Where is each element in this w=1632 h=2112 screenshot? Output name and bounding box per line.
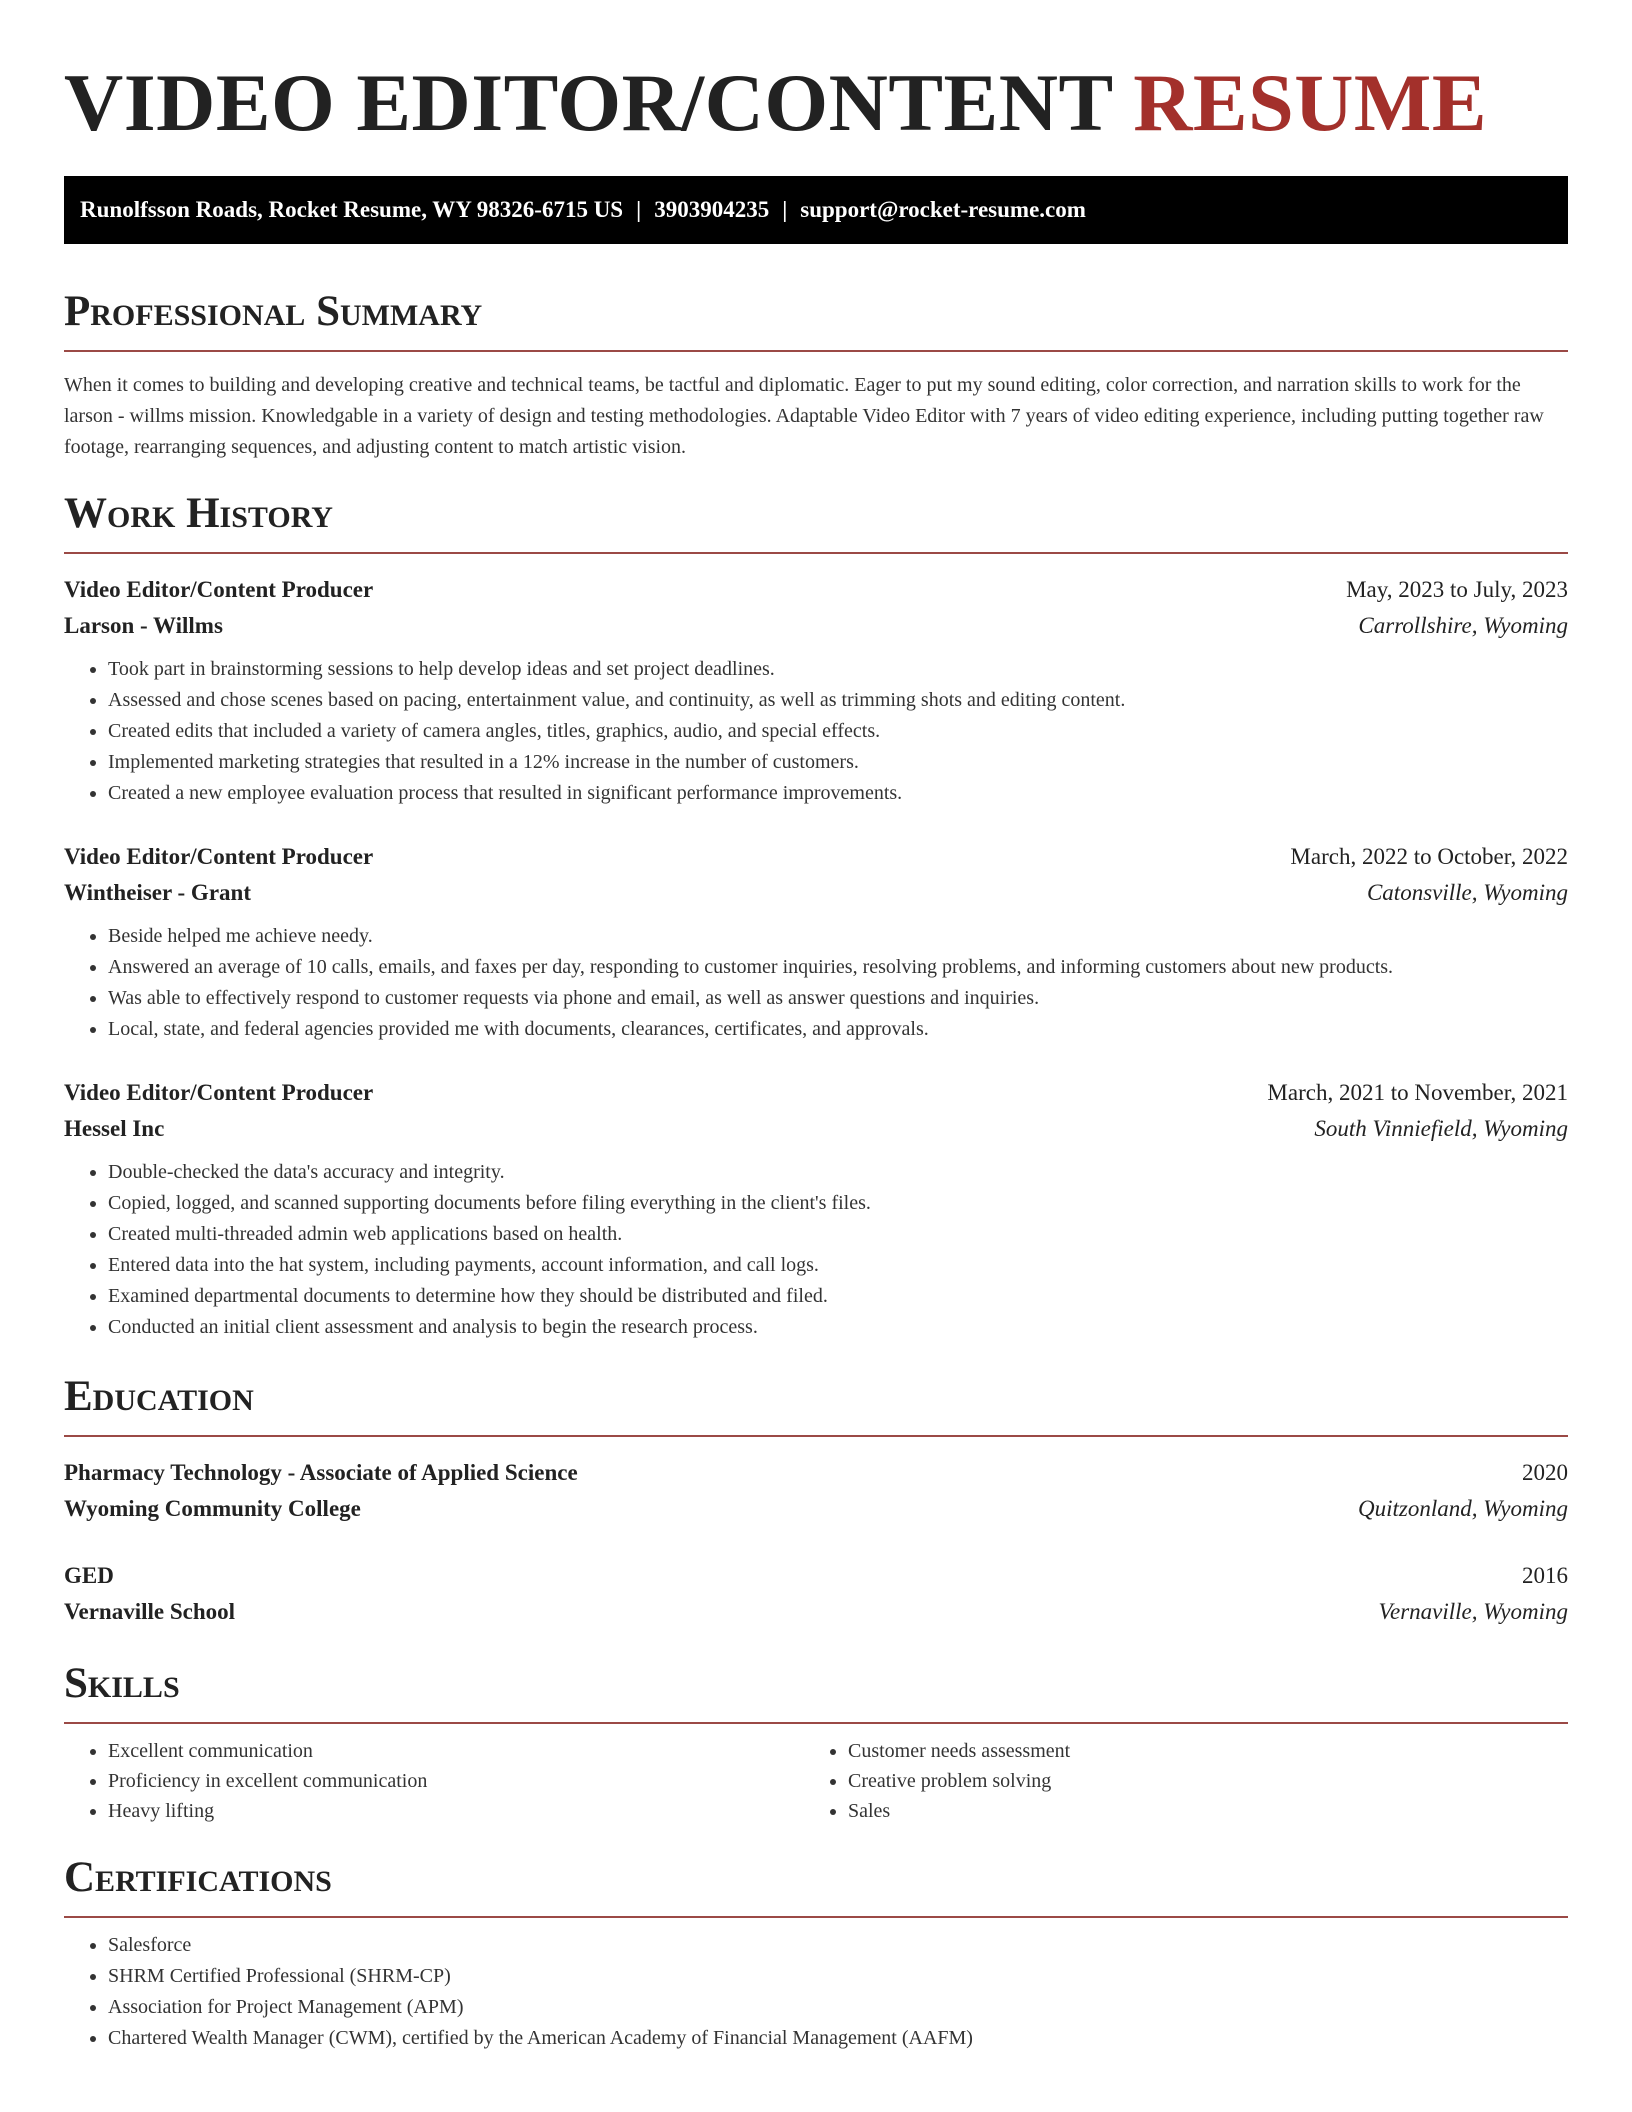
job-header-row (64, 572, 1568, 608)
job-company-row (64, 1111, 1568, 1147)
skill-item: • Creative problem solving (848, 1766, 1544, 1796)
contact-separator: | (636, 197, 642, 222)
job-bullet: • Answered an average of 10 calls, emails, and faxes per day, responding to customer inquiries, resolving problems, and informing customers about new products. (108, 952, 1568, 983)
contact-address: Runolfsson Roads, Rocket Resume, WY 98326-6715 US (80, 197, 624, 222)
education-entry (64, 1455, 1568, 1527)
job-title: Video Editor/Content Producer (64, 1080, 374, 1105)
section-heading-certifications: Certifications (64, 1854, 1568, 1918)
certification-item: • SHRM Certified Professional (SHRM-CP) (108, 1961, 1568, 1992)
education-school-row (64, 1491, 1568, 1527)
skills-column-left (64, 1736, 804, 1826)
job-bullets (64, 654, 1568, 809)
job-bullet: • Local, state, and federal agencies provided me with documents, clearances, certificates, and approvals. (108, 1014, 1568, 1045)
resume-title (64, 57, 1568, 148)
contact-email: support@rocket-resume.com (800, 197, 1086, 222)
job-header-row (64, 839, 1568, 875)
certification-item: • Association for Project Management (APM) (108, 1992, 1568, 2023)
certifications-list (64, 1930, 1568, 2054)
education-school-row (64, 1594, 1568, 1630)
section-heading-summary: Professional Summary (64, 288, 1568, 352)
job-bullets (64, 921, 1568, 1045)
skill-item: • Proficiency in excellent communication (108, 1766, 804, 1796)
job-location: Carrollshire, Wyoming (1358, 613, 1568, 638)
job-company: Hessel Inc (64, 1116, 165, 1141)
job-bullet: • Assessed and chose scenes based on pacing, entertainment value, and continuity, as well as trimming shots and editing content. (108, 685, 1568, 716)
skills-column-right (804, 1736, 1544, 1826)
job-bullet: • Created multi-threaded admin web applications based on health. (108, 1219, 1568, 1250)
skill-item: • Heavy lifting (108, 1796, 804, 1826)
certification-item: • Chartered Wealth Manager (CWM), certified by the American Academy of Financial Management (AAFM) (108, 2023, 1568, 2054)
education-degree: GED (64, 1563, 114, 1588)
title-main: VIDEO EDITOR/CONTENT (64, 57, 1113, 148)
skills-grid (64, 1736, 1568, 1826)
job-bullet: • Entered data into the hat system, including payments, account information, and call logs. (108, 1250, 1568, 1281)
job-company-row (64, 875, 1568, 911)
summary-text: When it comes to building and developing creative and technical teams, be tactful and diplomatic. Eager to put my sound editing, color correction, and narration skills to work for the larson - willms mission. Knowledgable in a variety of design and testing methodologies. Adaptable Video Editor with 7 years of video editing experience, including putting together raw footage, rearranging sequences, and adjusting content to match artistic vision. (64, 374, 1544, 458)
education-degree-row (64, 1558, 1568, 1594)
section-heading-work-history: Work History (64, 490, 1568, 554)
education-degree-row (64, 1455, 1568, 1491)
job-title: Video Editor/Content Producer (64, 577, 374, 602)
job-bullet: • Examined departmental documents to determine how they should be distributed and filed. (108, 1281, 1568, 1312)
certification-item: • Salesforce (108, 1930, 1568, 1961)
job-bullet: • Copied, logged, and scanned supporting documents before filing everything in the client's files. (108, 1188, 1568, 1219)
job-dates: March, 2022 to October, 2022 (1290, 844, 1568, 869)
education-location: Quitzonland, Wyoming (1358, 1496, 1568, 1521)
contact-phone: 3903904235 (654, 197, 770, 222)
skill-item: • Excellent communication (108, 1736, 804, 1766)
job-location: Catonsville, Wyoming (1366, 880, 1568, 905)
section-heading-skills: Skills (64, 1660, 1568, 1724)
education-school: Vernaville School (64, 1599, 236, 1624)
education-degree: Pharmacy Technology - Associate of Applied Science (64, 1460, 578, 1485)
job-bullet: • Took part in brainstorming sessions to help develop ideas and set project deadlines. (108, 654, 1568, 685)
job-bullet: • Implemented marketing strategies that resulted in a 12% increase in the number of customers. (108, 747, 1568, 778)
job-company-row (64, 608, 1568, 644)
skill-item: • Customer needs assessment (848, 1736, 1544, 1766)
job-dates: May, 2023 to July, 2023 (1346, 577, 1568, 602)
resume-page (64, 0, 1568, 2054)
job-company: Larson - Willms (64, 613, 223, 638)
job-location: South Vinniefield, Wyoming (1314, 1116, 1568, 1141)
job-bullet: • Created edits that included a variety of camera angles, titles, graphics, audio, and special effects. (108, 716, 1568, 747)
skill-item: • Sales (848, 1796, 1544, 1826)
job-dates: March, 2021 to November, 2021 (1267, 1080, 1568, 1105)
title-accent: RESUME (1133, 57, 1488, 148)
job-bullets (64, 1157, 1568, 1343)
contact-separator: | (782, 197, 788, 222)
education-entry (64, 1558, 1568, 1630)
job-bullet: • Created a new employee evaluation process that resulted in significant performance improvements. (108, 778, 1568, 809)
education-year: 2020 (1522, 1460, 1568, 1485)
job-company: Wintheiser - Grant (64, 880, 251, 905)
job-bullet: • Conducted an initial client assessment and analysis to begin the research process. (108, 1312, 1568, 1343)
job-entry (64, 839, 1568, 1045)
job-bullet: • Beside helped me achieve needy. (108, 921, 1568, 952)
job-title: Video Editor/Content Producer (64, 844, 374, 869)
job-header-row (64, 1075, 1568, 1111)
job-bullet: • Double-checked the data's accuracy and integrity. (108, 1157, 1568, 1188)
education-location: Vernaville, Wyoming (1378, 1599, 1568, 1624)
job-entry (64, 572, 1568, 809)
contact-bar (64, 176, 1568, 244)
education-year: 2016 (1522, 1563, 1568, 1588)
job-bullet: • Was able to effectively respond to customer requests via phone and email, as well as answer questions and inquiries. (108, 983, 1568, 1014)
job-entry (64, 1075, 1568, 1343)
education-school: Wyoming Community College (64, 1496, 361, 1521)
section-heading-education: Education (64, 1373, 1568, 1437)
